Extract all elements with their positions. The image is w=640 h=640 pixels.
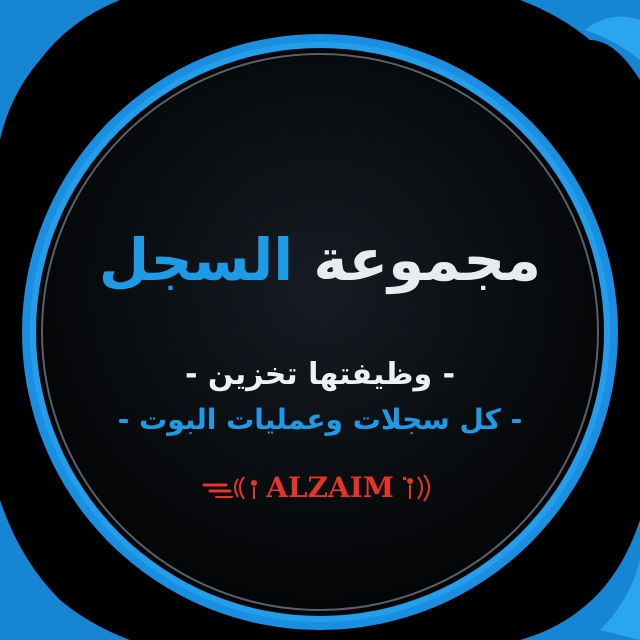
title-word-white: مجموعة: [313, 226, 542, 294]
inner-dark-disc: [44, 56, 596, 608]
corner-splash-top-right: [520, 0, 640, 80]
speed-lines-icon: [202, 473, 262, 503]
brand-signature: [0, 466, 640, 510]
wing-flourish-icon: [398, 473, 438, 503]
title-word-blue: السجل: [98, 226, 294, 294]
subtitle-purpose: - وظيفتها تخزين -: [184, 357, 456, 392]
subtitle-scope: - كل سجلات وعمليات البوت -: [117, 403, 523, 436]
corner-splash-bottom-right: [520, 520, 640, 640]
group-title: [0, 218, 640, 302]
brand-name: ALZAIM: [266, 471, 394, 504]
corner-splash-top-left: [0, 0, 120, 140]
